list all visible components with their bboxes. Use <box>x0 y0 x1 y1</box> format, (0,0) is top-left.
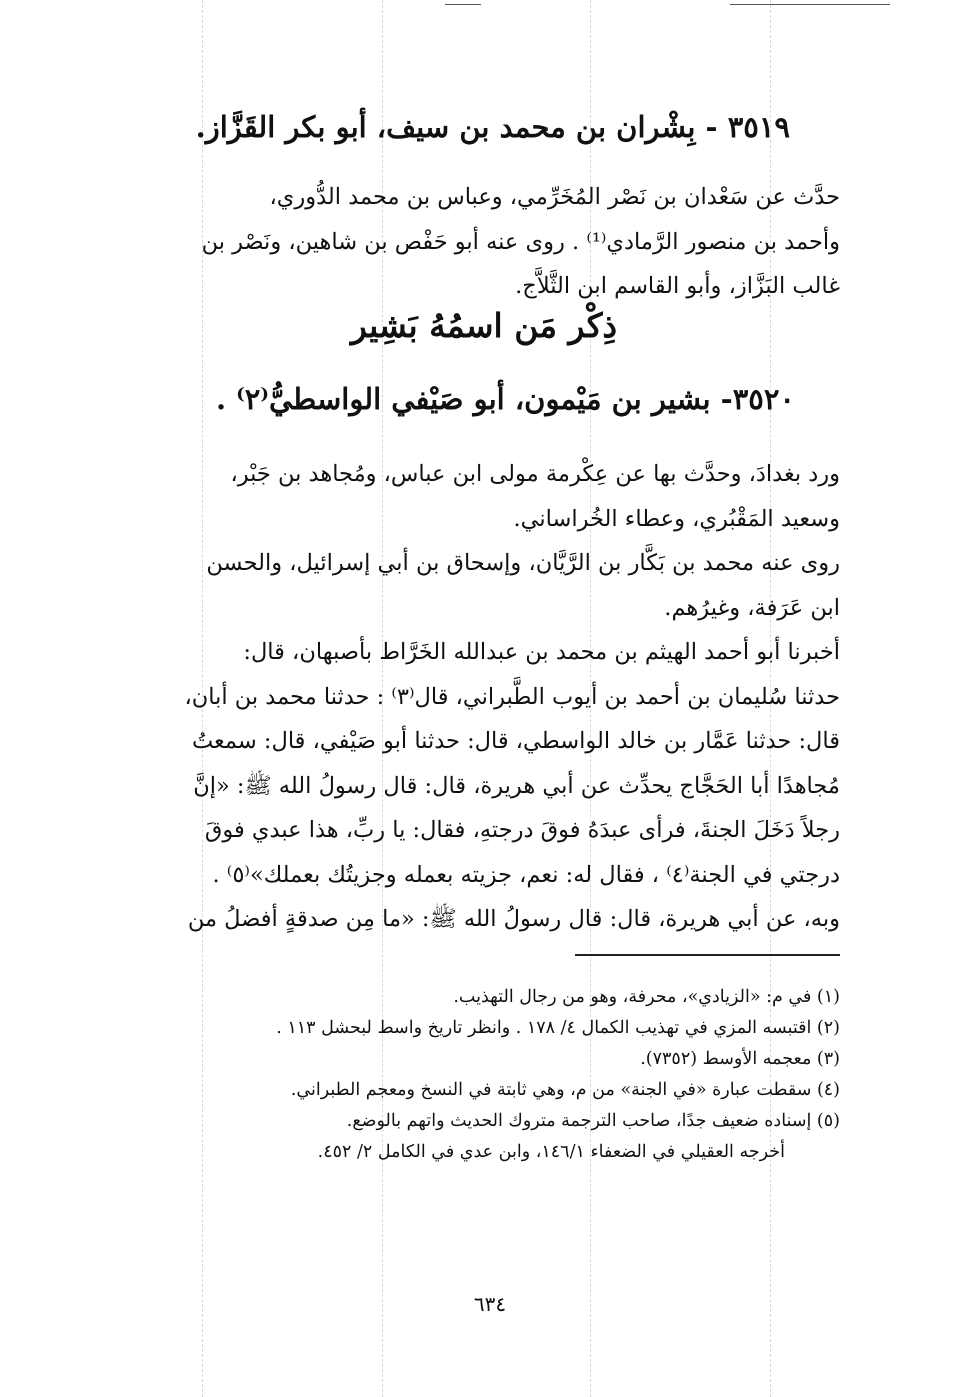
footnote-4: (٤) سقطت عبارة «في الجنة» من م، وهي ثابتة في النسخ ومعجم الطبراني. <box>290 1080 840 1100</box>
text-line: وأحمد بن منصور الرَّمادي⁽¹⁾ . روى عنه أبو حَفْص بن شاهين، ونَصْر بن <box>201 228 840 255</box>
footnote-5: (٥) إسناده ضعيف جدًا، صاحب الترجمة متروك الحديث واتهم بالوضع. <box>346 1111 840 1131</box>
text-line: ابن عَرَفة، وغيرُهم. <box>664 594 840 621</box>
section-heading: ذِكْر مَن اسمُهُ بَشِير <box>350 306 618 345</box>
footnote-5-continued: أخرجه العقيلي في الضعفاء ١٤٦/١، وابن عدي في الكامل ٢/ ٤٥٢. <box>317 1142 785 1162</box>
top-rule-mark <box>730 4 890 5</box>
footnote-2: (٢) اقتبسه المزي في تهذيب الكمال ٤/ ١٧٨ . وانظر تاريخ واسط لبحشل ١١٣ . <box>276 1018 840 1038</box>
text-line: روى عنه محمد بن بَكَّار بن الرَّيَّان، وإسحاق بن أبي إسرائيل، والحسن <box>206 550 840 576</box>
footnote-3: (٣) معجمه الأوسط (٧٣٥٢). <box>640 1049 840 1069</box>
text-line: وسعيد المَقْبُري، وعطاء الخُراساني. <box>513 505 840 532</box>
text-line: حدَّث عن سَعْدان بن نَصْر المُخَرِّمي، وعباس بن محمد الدُّوري، <box>269 184 840 210</box>
top-rule-mark <box>445 4 481 5</box>
page-number: ٦٣٤ <box>473 1292 507 1316</box>
text-line: غالب البَزَّاز، وأبو القاسم ابن الثَّلاَّج. <box>515 273 840 299</box>
text-line: وبه، عن أبي هريرة، قال: قال رسولُ الله ﷺ: «ما مِن صدقةٍ أفضلُ من <box>187 906 840 932</box>
footnote-separator <box>575 954 840 956</box>
text-line: رجلاً دَخَلَ الجنةَ، فرأى عبدَهُ فوقَ درجتهِ، فقال: يا ربِّ، هذا عبدي فوقَ <box>204 817 840 843</box>
text-line: درجتي في الجنة⁽٤⁾ ، فقال له: نعم، جزيته بعمله وجزيتُك بعملك»⁽٥⁾ . <box>212 861 840 888</box>
entry-3519-body <box>128 175 840 309</box>
text-line: قال: حدثنا عَمَّار بن خالد الواسطي، قال: حدثنا أبو صَيْفي، قال: سمعتُ <box>191 728 840 754</box>
entry-3520-body <box>128 452 840 942</box>
text-line: مُجاهدًا أبا الحَجَّاج يحدِّث عن أبي هريرة، قال: قال رسولُ الله ﷺ: «إنَّ <box>193 772 840 799</box>
text-line: حدثنا سُليمان بن أحمد بن أيوب الطَّبراني، قال⁽٣⁾ : حدثنا محمد بن أبان، <box>184 683 840 710</box>
text-line: ورد بغدادَ، وحدَّث بها عن عِكْرمة مولى ابن عباس، ومُجاهد بن جَبْر، <box>230 461 840 487</box>
entry-3519-title: ٣٥١٩ - بِشْران بن محمد بن سيف، أبو بكر القَزَّاز. <box>195 110 790 144</box>
text-line: أخبرنا أبو أحمد الهيثم بن محمد بن عبدالله الخَرَّاط بأصبهان، قال: <box>243 639 840 665</box>
entry-3520-title: ٣٥٢٠- بشير بن مَيْمون، أبو صَيْفي الواسطيُّ⁽٢⁾ . <box>215 382 795 416</box>
footnotes <box>190 982 840 1168</box>
footnote-1: (١) في م: «الزيادي»، محرفة، وهو من رجال التهذيب. <box>453 987 840 1007</box>
